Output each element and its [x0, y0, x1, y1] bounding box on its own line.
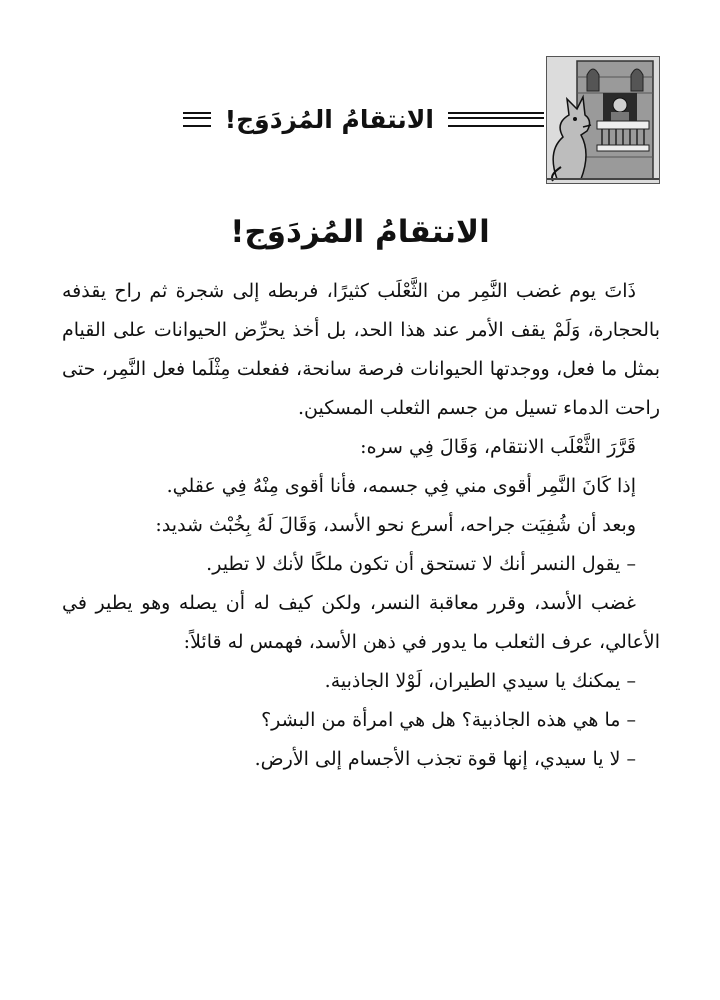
header-illustration	[546, 56, 660, 184]
header-rule-left	[183, 112, 211, 127]
chapter-title: الانتقامُ المُزدَوَج!	[230, 214, 490, 250]
dialogue-line-1: – يقول النسر أنك لا تستحق أن تكون ملكًا لأنك لا تطير.	[206, 553, 636, 575]
running-header-title: الانتقامُ المُزدَوَج!	[224, 104, 434, 134]
story-body	[62, 272, 660, 779]
dialogue-line-3: – ما هي هذه الجاذبية؟ هل هي امرأة من البشر؟	[261, 709, 636, 731]
paragraph-5: غضب الأسد، وقرر معاقبة النسر، ولكن كيف له أن يصله وهو يطير في الأعالي، عرف الثعلب ما يدور في ذهن الأسد، فهمس له قائلاً:	[62, 592, 660, 653]
header-title-row	[60, 102, 544, 136]
paragraph-4: وبعد أن شُفِيَت جراحه، أسرع نحو الأسد، وَقَالَ لَهُ بِخُبْث شديد:	[155, 514, 636, 536]
dialogue-line-4: – لا يا سيدي، إنها قوة تجذب الأجسام إلى الأرض.	[254, 748, 636, 770]
dialogue-line-2: – يمكنك يا سيدي الطيران، لَوْلا الجاذبية.	[324, 670, 636, 692]
header-rule-right	[448, 112, 544, 127]
fox-and-castle-illustration	[547, 57, 659, 183]
paragraph-1: ذَاتَ يوم غضب النَّمِر من الثَّعْلَب كثيرًا، فربطه إلى شجرة ثم راح يقذفه بالحجارة، وَلَمْ يقف الأمر عند هذا الحد، بل أخذ يحرِّض الحيوانات على القيام بمثل ما فعل، ووجدتها الحيوانات فرصة سانحة، ففعلت مِثْلَما فعل النَّمِر، حتى راحت الدماء تسيل من جسم الثعلب المسكين.	[62, 280, 660, 419]
paragraph-2: قَرَّرَ الثَّعْلَب الانتقام، وَقَالَ فِي سره:	[360, 436, 636, 458]
running-header	[60, 56, 660, 186]
paragraph-3: إذا كَانَ النَّمِر أقوى مني فِي جسمه، فأنا أقوى مِنْهُ فِي عقلي.	[166, 475, 636, 497]
